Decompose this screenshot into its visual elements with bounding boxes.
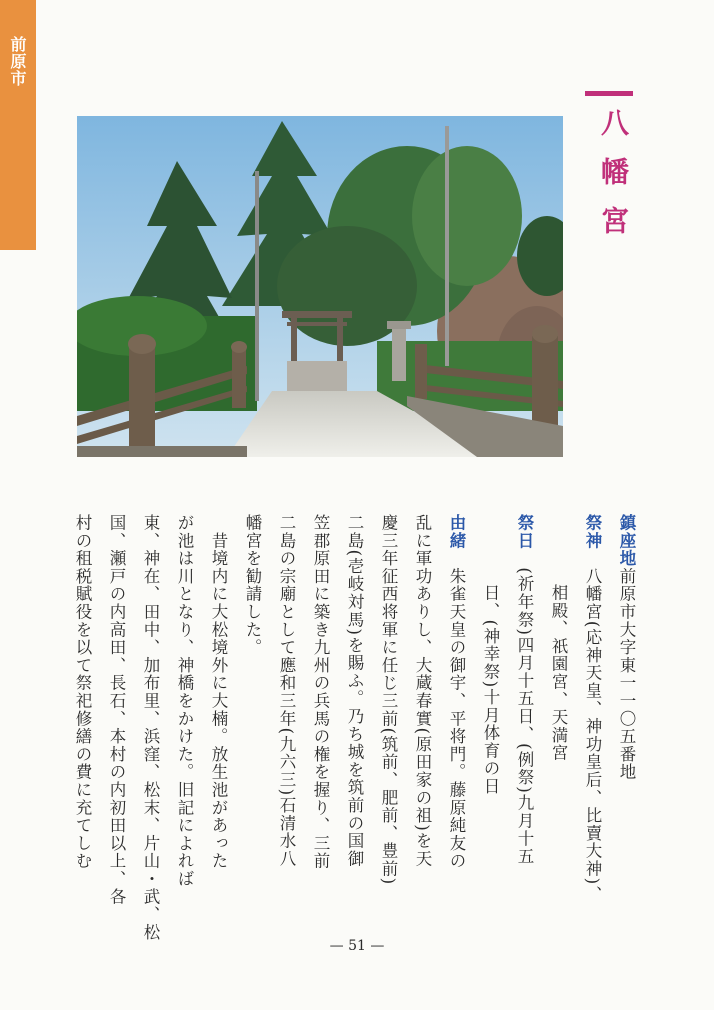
body-line: 昔境内に大松境外に大楠。放生池があった — [209, 514, 228, 870]
text-line: 八幡宮(応神天皇、神功皇后、比賣大神)、 — [583, 567, 602, 904]
side-tab — [0, 0, 36, 250]
label-festival: 祭日 — [515, 514, 534, 550]
entry-deity — [575, 514, 609, 903]
page-title: 八幡宮 — [597, 108, 630, 255]
text-line: 日、(神幸祭)十月体育の日 — [481, 584, 500, 796]
entry-location — [609, 514, 643, 781]
body-line: 笠郡原田に築き九州の兵馬の権を握り、三前 — [311, 514, 330, 870]
entry-origin — [439, 514, 473, 870]
text-line: 朱雀天皇の御宇、平将門。藤原純友の — [447, 567, 466, 871]
body-line: が池は川となり、神橋をかけた。旧記によれば — [175, 514, 194, 888]
body-line: 乱に軍功ありし、大蔵春實(原田家の祖)を天 — [413, 514, 432, 868]
label-location: 鎮座地 — [617, 514, 636, 568]
title-rule — [585, 91, 633, 96]
shrine-photo — [77, 116, 563, 457]
page-number: — 51 — — [329, 938, 385, 954]
side-tab-label: 前原市 — [8, 36, 27, 87]
text-line: (祈年祭)四月十五日、(例祭)九月十五 — [515, 567, 534, 866]
entry-festival — [507, 514, 541, 865]
label-origin: 由緒 — [447, 514, 466, 550]
body-line: 幡宮を勧請した。 — [243, 514, 262, 657]
body-line: 村の租税賦役を以て祭祀修繕の費に充てしむ — [73, 514, 92, 870]
body-line: 二島の宗廟として應和三年(九六三)石清水八 — [277, 514, 296, 868]
body-line: 二島(壱岐対馬)を賜ふ。乃ち城を筑前の国御 — [345, 514, 364, 868]
text-line: 相殿、祇園宮、天満宮 — [549, 584, 568, 762]
body-line: 国、瀬戸の内高田、長石、本村の内初田以上、各 — [107, 514, 126, 906]
entry-deity-cont — [541, 514, 575, 762]
text-line: 前原市大字東一一〇五番地 — [617, 567, 636, 782]
body-line: 東、神在、田中、加布里、浜窪、松末、片山・武、松 — [141, 514, 160, 942]
entry-festival-cont — [473, 514, 507, 795]
body-line: 慶三年征西将軍に任じ三前(筑前、肥前、豊前) — [379, 514, 398, 886]
label-deity: 祭神 — [583, 514, 602, 550]
